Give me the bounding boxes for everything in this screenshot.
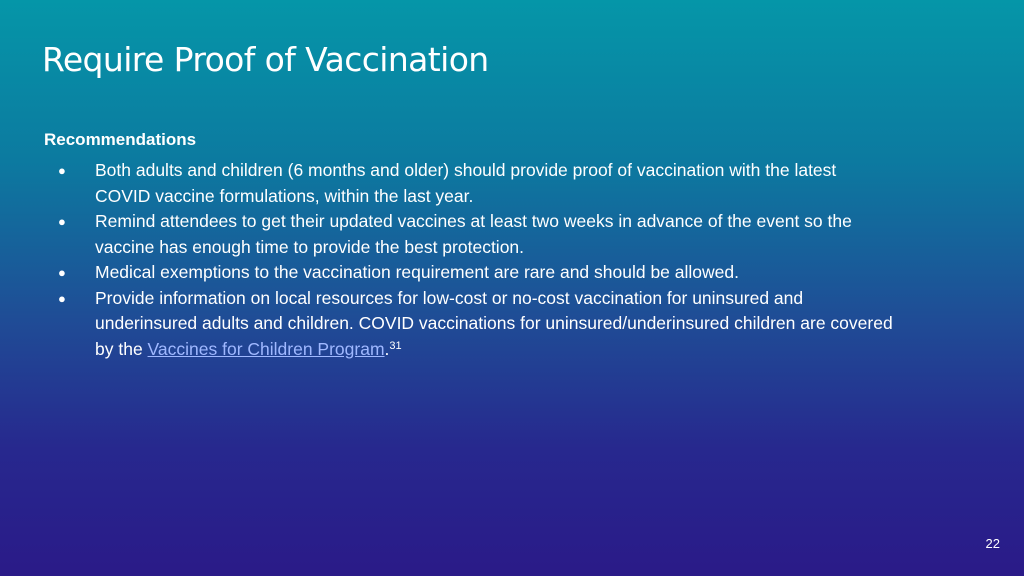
bullet-icon: ● [58, 214, 66, 229]
page-number: 22 [985, 536, 1000, 551]
bullet-text: Provide information on local resources for low-cost or no-cost vaccination for uninsured and underinsured adults and children. COVID vaccinations for uninsured/underinsured children are covered by the [95, 287, 893, 359]
bullet-icon: ● [58, 163, 66, 178]
bullet-text: Both adults and children (6 months and older) should provide proof of vaccination with the latest COVID vaccine formulations, within the last year. [95, 160, 837, 206]
bullet-text: Medical exemptions to the vaccination requirement are rare and should be allowed. [95, 262, 739, 282]
list-item [0, 260, 895, 286]
recommendations-list [0, 158, 1024, 362]
list-item [0, 286, 895, 363]
list-item [0, 209, 895, 260]
bullet-text: Remind attendees to get their updated vaccines at least two weeks in advance of the event so the vaccine has enough time to provide the best protection. [95, 211, 852, 257]
bullet-text-end: . [384, 338, 390, 359]
list-item [0, 158, 895, 209]
bullet-icon: ● [58, 265, 66, 280]
section-heading: Recommendations [44, 130, 197, 149]
vaccines-for-children-link[interactable]: Vaccines for Children Program [147, 338, 385, 359]
slide-title: Require Proof of Vaccination [42, 40, 489, 79]
footnote-marker: 31 [389, 339, 402, 352]
bullet-icon: ● [58, 290, 66, 306]
